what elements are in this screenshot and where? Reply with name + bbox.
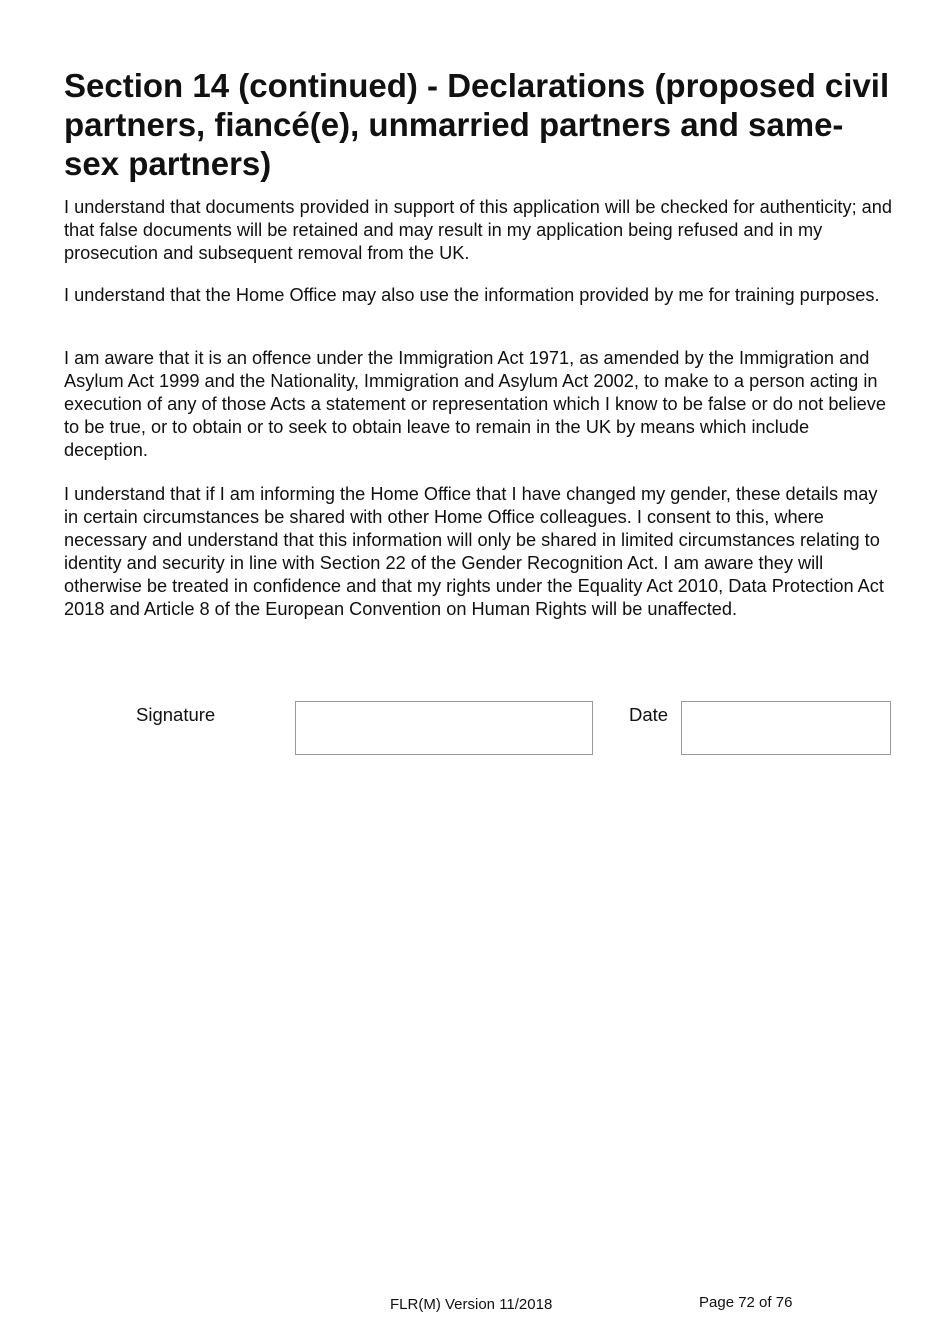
signature-label: Signature — [136, 704, 216, 725]
page-number: Page 72 of 76 — [699, 1294, 793, 1311]
date-label: Date — [629, 704, 669, 725]
footer-version: FLR(M) Version 11/2018 — [390, 1296, 553, 1313]
date-field[interactable] — [681, 701, 891, 755]
declaration-paragraph-documents: I understand that documents provided in support of this application will be checked for authenticity; and that false documents will be retained and may result in my application being refused and in my prosecution and subsequent removal from the UK. — [64, 197, 893, 263]
signature-field[interactable] — [295, 701, 593, 755]
declaration-paragraph-training: I understand that the Home Office may also use the information provided by me for training purposes. — [64, 285, 880, 305]
declaration-paragraph-gender: I understand that if I am informing the Home Office that I have changed my gender, these details may in certain circumstances be shared with other Home Office colleagues. I consent to this, where necessary and understand that this information will only be shared in limited circumstances relating to identity and security in line with Section 22 of the Gender Recognition Act. I am aware they will otherwise be treated in confidence and that my rights under the Equality Act 2010, Data Protection Act 2018 and Article 8 of the European Convention on Human Rights will be unaffected. — [64, 484, 884, 619]
declaration-paragraph-offence: I am aware that it is an offence under the Immigration Act 1971, as amended by the Immigration and Asylum Act 1999 and the Nationality, Immigration and Asylum Act 2002, to make to a person acting in execution of any of those Acts a statement or representation which I know to be false or do not believe to be true, or to obtain or to seek to obtain leave to remain in the UK by means which include deception. — [64, 348, 886, 460]
page-title: Section 14 (continued) - Declarations (proposed civil partners, fiancé(e), unmarried partners and same-sex partners) — [64, 67, 890, 182]
